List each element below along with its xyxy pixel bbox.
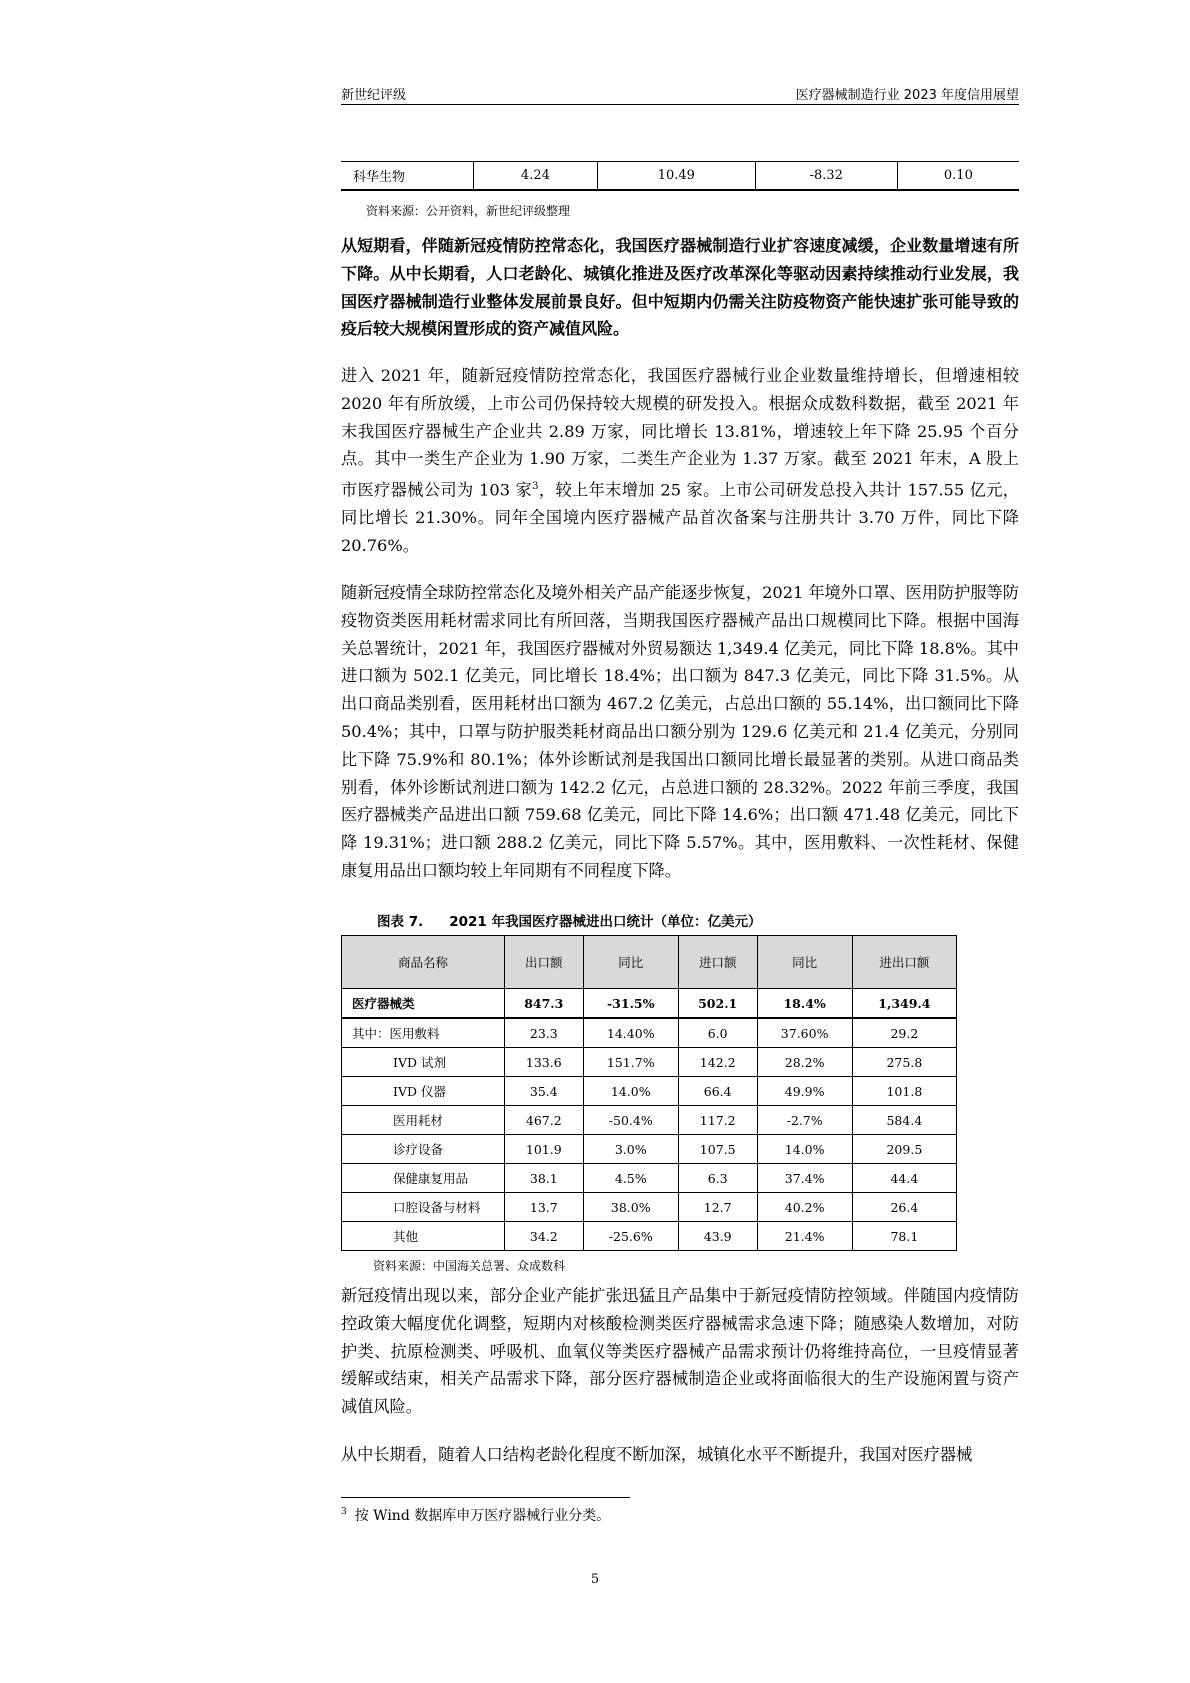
table-cell: 21.4%	[757, 1222, 852, 1251]
table-cell: 38.1	[505, 1164, 584, 1193]
table-cell: 847.3	[505, 989, 584, 1019]
table-cell: 6.0	[678, 1018, 757, 1048]
table-cell: 4.5%	[583, 1164, 678, 1193]
paragraph-long-term: 从中长期看，随着人口结构老龄化程度不断加深，城镇化水平不断提升，我国对医疗器械	[341, 1445, 973, 1464]
table-cell: 0.10	[897, 162, 1019, 191]
table-cell: 诊疗设备	[342, 1135, 505, 1164]
table-cell: 6.3	[678, 1164, 757, 1193]
top-table	[341, 161, 1019, 191]
table-cell: 口腔设备与材料	[342, 1193, 505, 1222]
table-cell: 26.4	[852, 1193, 956, 1222]
bold-summary-paragraph: 从短期看，伴随新冠疫情防控常态化，我国医疗器械制造行业扩容速度减缓，企业数量增速有所下降。从中长期看，人口老龄化、城镇化推进及医疗改革深化等驱动因素持续推动行业发展，我国医疗器械制造行业整体发展前景良好。但中短期内仍需关注防疫物资产能快速扩张可能导致的疫后较大规模闲置形成的资产减值风险。	[341, 236, 1019, 339]
table-cell: -50.4%	[583, 1106, 678, 1135]
table-cell: 35.4	[505, 1077, 584, 1106]
footnote	[341, 1505, 610, 1525]
table-cell: 142.2	[678, 1048, 757, 1077]
table-cell: 502.1	[678, 989, 757, 1019]
table-cell: 10.49	[597, 162, 755, 191]
table-cell: 保健康复用品	[342, 1164, 505, 1193]
table-cell: -31.5%	[583, 989, 678, 1019]
table-cell: -2.7%	[757, 1106, 852, 1135]
table-cell: -25.6%	[583, 1222, 678, 1251]
paragraph-covid-capacity: 新冠疫情出现以来，部分企业产能扩张迅猛且产品集中于新冠疫情防控领域。伴随国内疫情防控政策大幅度优化调整，短期内对核酸检测类医疗器械需求急速下降；随感染人数增加，对防护类、抗原检测类、呼吸机、血氧仪等类医疗器械产品需求预计仍将维持高位，一旦疫情显著缓解或结束，相关产品需求下降，部分医疗器械制造企业或将面临很大的生产设施闲置与资产减值风险。	[341, 1286, 1019, 1417]
table-cell: 37.4%	[757, 1164, 852, 1193]
table-row	[342, 1077, 957, 1106]
header-right: 医疗器械制造行业 2023 年度信用展望	[795, 88, 1019, 103]
table-cell: 66.4	[678, 1077, 757, 1106]
table-cell: 101.9	[505, 1135, 584, 1164]
table-cell: 38.0%	[583, 1193, 678, 1222]
trade-table	[341, 935, 957, 1251]
table-cell: 37.60%	[757, 1018, 852, 1048]
table-cell: 3.0%	[583, 1135, 678, 1164]
column-header: 同比	[583, 936, 678, 989]
paragraph-2021-industry	[341, 362, 1019, 560]
table-row	[342, 989, 957, 1019]
table-cell: 医用耗材	[342, 1106, 505, 1135]
footnote-ref[interactable]: 3	[532, 481, 539, 493]
table-row	[342, 1106, 957, 1135]
source-note: 资料来源：公开资料，新世纪评级整理	[366, 204, 571, 218]
table-cell: 23.3	[505, 1018, 584, 1048]
table-row	[342, 1018, 957, 1048]
paragraph-text: ，较上年末增加 25 家。上市公司研发总投入共计 157.55 亿元，同比增长 21.30%。同年全国境内医疗器械产品首次备案与注册共计 3.70 万件，同比下降 20.76%。	[341, 480, 1019, 556]
table-row	[342, 1193, 957, 1222]
table-cell: 133.6	[505, 1048, 584, 1077]
table-cell: 40.2%	[757, 1193, 852, 1222]
table-cell: 467.2	[505, 1106, 584, 1135]
paragraph-trade: 随新冠疫情全球防控常态化及境外相关产品产能逐步恢复，2021 年境外口罩、医用防护服等防疫物资类医用耗材需求同比有所回落，当期我国医疗器械产品出口规模同比下降。根据中国海关总署统计，2021 年，我国医疗器械对外贸易额达 1,349.4 亿美元，同比下降 18.8%。其中进口额为 502.1 亿美元，同比增长 18.4%；出口额为 847.3 亿美元，同比下降 31.5%。从出口商品类别看，医用耗材出口额为 467.2 亿美元，占总出口额的 55.14%，出口额同比下降 50.4%；其中，口罩与防护服类耗材商品出口额分别为 129.6 亿美元和 21.4 亿美元，分别同比下降 75.9%和 80.1%；体外诊断试剂是我国出口额同比增长最显著的类别。从进口商品类别看，体外诊断试剂进口额为 142.2 亿元，占总进口额的 28.32%。2022 年前三季度，我国医疗器械类产品进出口额 759.68 亿美元，同比下降 14.6%；出口额 471.48 亿美元，同比下降 19.31%；进口额 288.2 亿美元，同比下降 5.57%。其中，医用敷料、一次性耗材、保健康复用品出口额均较上年同期有不同程度下降。	[341, 583, 1019, 880]
table-cell: 1,349.4	[852, 989, 956, 1019]
table-cell: 其中：医用敷料	[342, 1018, 505, 1048]
table-cell: 117.2	[678, 1106, 757, 1135]
table-cell: 78.1	[852, 1222, 956, 1251]
caption-title: 2021 年我国医疗器械进出口统计（单位：亿美元）	[449, 914, 762, 930]
header-divider	[341, 104, 1019, 105]
table-cell: 18.4%	[757, 989, 852, 1019]
table-row	[342, 1048, 957, 1077]
footnote-divider	[341, 1497, 630, 1498]
figure-caption	[377, 910, 762, 930]
table-cell: 14.0%	[757, 1135, 852, 1164]
table-cell: 107.5	[678, 1135, 757, 1164]
header-left: 新世纪评级	[341, 88, 407, 103]
column-header: 进口额	[678, 936, 757, 989]
source-note: 资料来源：中国海关总署、众成数科	[373, 1259, 566, 1273]
column-header: 进出口额	[852, 936, 956, 989]
table-cell: 34.2	[505, 1222, 584, 1251]
column-header: 商品名称	[342, 936, 505, 989]
column-header: 出口额	[505, 936, 584, 989]
table-row	[342, 1135, 957, 1164]
table-cell: 43.9	[678, 1222, 757, 1251]
table-cell: 13.7	[505, 1193, 584, 1222]
table-cell: 584.4	[852, 1106, 956, 1135]
table-cell: 101.8	[852, 1077, 956, 1106]
table-cell: 209.5	[852, 1135, 956, 1164]
table-row	[342, 1164, 957, 1193]
table-cell: 4.24	[474, 162, 598, 191]
footnote-number: 3	[341, 1507, 347, 1518]
column-header: 同比	[757, 936, 852, 989]
page-number: 5	[590, 1572, 600, 1587]
table-cell: 14.40%	[583, 1018, 678, 1048]
table-row	[342, 1222, 957, 1251]
table-row	[341, 162, 1019, 191]
table-cell: 其他	[342, 1222, 505, 1251]
table-cell: 151.7%	[583, 1048, 678, 1077]
footnote-text: 按 Wind 数据库申万医疗器械行业分类。	[354, 1508, 611, 1524]
paragraph-text: 进入 2021 年，随新冠疫情防控常态化，我国医疗器械行业企业数量维持增长，但增速相较 2020 年有所放缓，上市公司仍保持较大规模的研发投入。根据众成数科数据，截至 2021 年末我国医疗器械生产企业共 2.89 万家，同比增长 13.81%，增速较上年下降 25.95 个百分点。其中一类生产企业为 1.90 万家，二类生产企业为 1.37 万家。截至 2021 年末，A 股上市医疗器械公司为 103 家	[341, 366, 1019, 500]
table-cell: 28.2%	[757, 1048, 852, 1077]
table-header-row	[342, 936, 957, 989]
table-cell: IVD 仪器	[342, 1077, 505, 1106]
caption-label: 图表 7.	[377, 914, 424, 930]
table-cell: 14.0%	[583, 1077, 678, 1106]
table-cell: 44.4	[852, 1164, 956, 1193]
table-cell: 科华生物	[341, 162, 474, 191]
table-cell: -8.32	[755, 162, 897, 191]
table-cell: 12.7	[678, 1193, 757, 1222]
table-cell: 医疗器械类	[342, 989, 505, 1019]
table-cell: 29.2	[852, 1018, 956, 1048]
table-cell: IVD 试剂	[342, 1048, 505, 1077]
table-cell: 49.9%	[757, 1077, 852, 1106]
table-cell: 275.8	[852, 1048, 956, 1077]
